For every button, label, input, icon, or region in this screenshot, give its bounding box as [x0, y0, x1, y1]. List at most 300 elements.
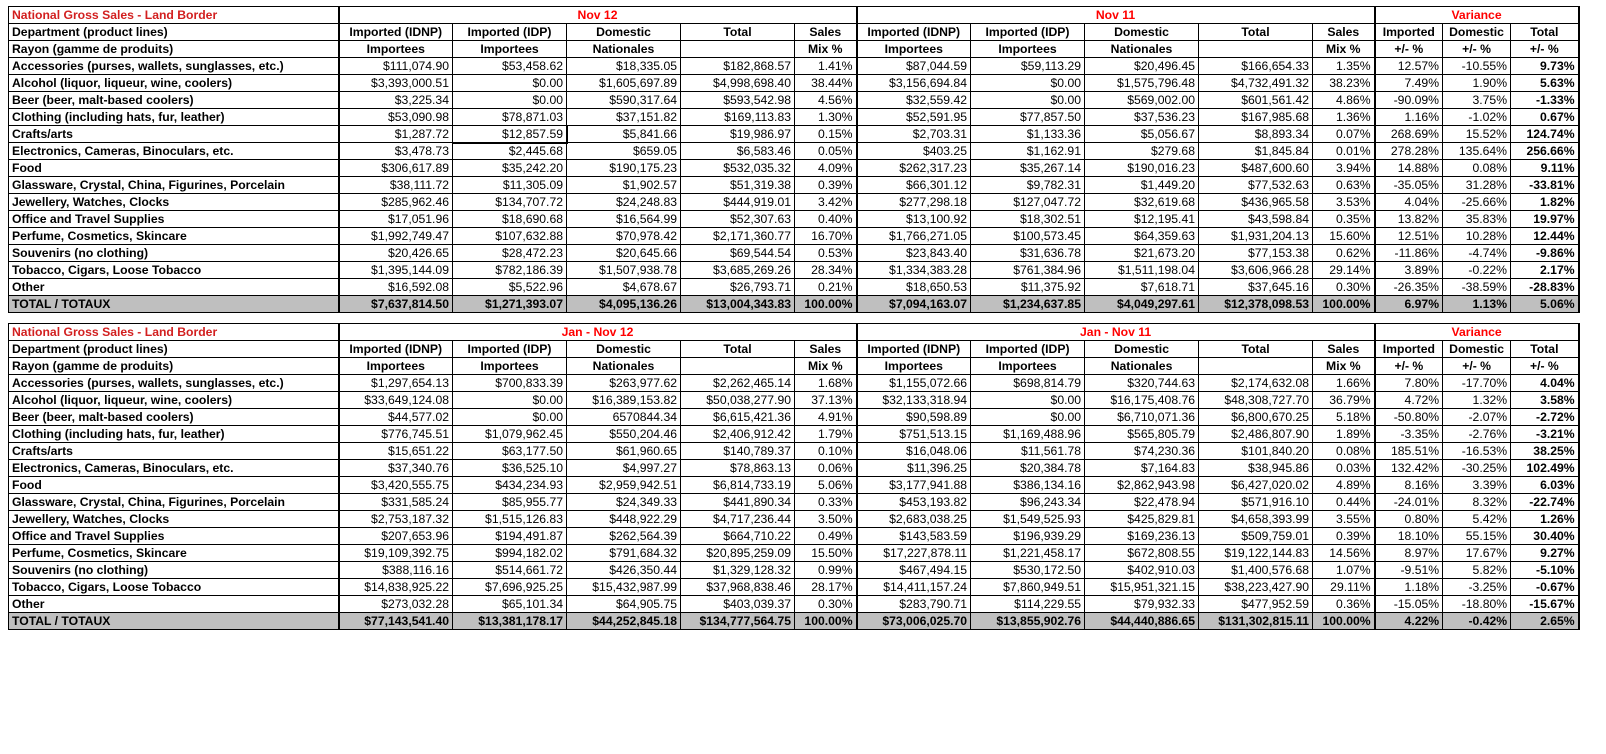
- total-prior-domestic: $44,440,886.65: [1085, 613, 1199, 630]
- row-current-domestic: $5,841.66: [567, 126, 681, 143]
- header-var-domestic-2: +/- %: [1443, 358, 1511, 375]
- row-prior-idp: $1,169,488.96: [971, 426, 1085, 443]
- table-row: [9, 279, 1579, 296]
- header-prior-total-fr: [1199, 358, 1313, 375]
- row-current-idp: $2,445.68: [453, 143, 567, 160]
- header-prior-domestic-fr: Nationales: [1085, 358, 1199, 375]
- row-prior-total: $1,931,204.13: [1199, 228, 1313, 245]
- row-current-mix: 3.50%: [795, 511, 857, 528]
- row-prior-idp: $7,860,949.51: [971, 579, 1085, 596]
- header-var-total-2: +/- %: [1511, 358, 1579, 375]
- row-current-total: $6,583.46: [681, 143, 795, 160]
- row-prior-mix: 4.89%: [1313, 477, 1375, 494]
- row-prior-mix: 1.07%: [1313, 562, 1375, 579]
- total-current-idnp: $77,143,541.40: [339, 613, 453, 630]
- row-prior-total: $509,759.01: [1199, 528, 1313, 545]
- row-department: Alcohol (liquor, liqueur, wine, coolers): [9, 392, 339, 409]
- total-prior-mix: 100.00%: [1313, 613, 1375, 630]
- row-current-idp: $994,182.02: [453, 545, 567, 562]
- row-prior-idnp: $467,494.15: [857, 562, 971, 579]
- row-current-idnp: $38,111.72: [339, 177, 453, 194]
- row-prior-domestic: $21,673.20: [1085, 245, 1199, 262]
- table-row: [9, 460, 1579, 477]
- total-current-domestic: $44,252,845.18: [567, 613, 681, 630]
- row-current-idnp: $273,032.28: [339, 596, 453, 613]
- row-prior-idnp: $3,156,694.84: [857, 75, 971, 92]
- total-prior-total: $12,378,098.53: [1199, 296, 1313, 313]
- header-prior-mix-2: Mix %: [1313, 41, 1375, 58]
- row-prior-domestic: $7,618.71: [1085, 279, 1199, 296]
- row-department: Electronics, Cameras, Binoculars, etc.: [9, 143, 339, 160]
- row-current-total: $182,868.57: [681, 58, 795, 75]
- row-var-total: -5.10%: [1511, 562, 1579, 579]
- header-current-idp-fr: Importees: [453, 358, 567, 375]
- row-var-imported: 12.51%: [1375, 228, 1443, 245]
- row-current-domestic: $61,960.65: [567, 443, 681, 460]
- header-prior-idnp-fr: Importees: [857, 358, 971, 375]
- row-prior-idp: $1,549,525.93: [971, 511, 1085, 528]
- row-var-domestic: 135.64%: [1443, 143, 1511, 160]
- row-prior-idnp: $403.25: [857, 143, 971, 160]
- row-department: Crafts/arts: [9, 443, 339, 460]
- row-var-domestic: -25.66%: [1443, 194, 1511, 211]
- row-current-idp: $0.00: [453, 392, 567, 409]
- header-row-1: [9, 24, 1579, 41]
- row-var-imported: 14.88%: [1375, 160, 1443, 177]
- row-current-domestic: $64,905.75: [567, 596, 681, 613]
- row-current-domestic: $4,678.67: [567, 279, 681, 296]
- row-department: Tobacco, Cigars, Loose Tobacco: [9, 262, 339, 279]
- table-row: [9, 75, 1579, 92]
- table-row: [9, 245, 1579, 262]
- row-current-total: $441,890.34: [681, 494, 795, 511]
- table-row: [9, 494, 1579, 511]
- row-var-domestic: 3.39%: [1443, 477, 1511, 494]
- row-prior-domestic: $6,710,071.36: [1085, 409, 1199, 426]
- header-var-imported: Imported: [1375, 24, 1443, 41]
- row-var-imported: 4.04%: [1375, 194, 1443, 211]
- row-var-domestic: 31.28%: [1443, 177, 1511, 194]
- row-var-imported: 12.57%: [1375, 58, 1443, 75]
- row-current-domestic: $18,335.05: [567, 58, 681, 75]
- header-prior-domestic: Domestic: [1085, 24, 1199, 41]
- total-prior-idnp: $73,006,025.70: [857, 613, 971, 630]
- row-prior-idnp: $18,650.53: [857, 279, 971, 296]
- row-current-mix: 3.42%: [795, 194, 857, 211]
- row-prior-idp: $698,814.79: [971, 375, 1085, 392]
- total-var-total: 5.06%: [1511, 296, 1579, 313]
- row-current-domestic: $262,564.39: [567, 528, 681, 545]
- row-prior-domestic: $37,536.23: [1085, 109, 1199, 126]
- row-current-idp: $700,833.39: [453, 375, 567, 392]
- row-current-idp: $65,101.34: [453, 596, 567, 613]
- row-prior-domestic: $1,449.20: [1085, 177, 1199, 194]
- report-title: National Gross Sales - Land Border: [9, 7, 339, 24]
- row-current-idnp: $388,116.16: [339, 562, 453, 579]
- row-var-total: -2.72%: [1511, 409, 1579, 426]
- row-prior-mix: 3.55%: [1313, 511, 1375, 528]
- row-prior-mix: 1.36%: [1313, 109, 1375, 126]
- header-prior-idp: Imported (IDP): [971, 341, 1085, 358]
- row-prior-mix: 3.53%: [1313, 194, 1375, 211]
- row-current-domestic: $1,507,938.78: [567, 262, 681, 279]
- header-var-imported: Imported: [1375, 341, 1443, 358]
- row-prior-idnp: $751,513.15: [857, 426, 971, 443]
- row-prior-domestic: $1,511,198.04: [1085, 262, 1199, 279]
- row-var-imported: -90.09%: [1375, 92, 1443, 109]
- row-var-total: 9.11%: [1511, 160, 1579, 177]
- row-var-imported: 13.82%: [1375, 211, 1443, 228]
- row-prior-idnp: $32,559.42: [857, 92, 971, 109]
- row-prior-domestic: $20,496.45: [1085, 58, 1199, 75]
- header-current-mix-2: Mix %: [795, 41, 857, 58]
- row-prior-idnp: $143,583.59: [857, 528, 971, 545]
- row-current-total: $532,035.32: [681, 160, 795, 177]
- row-var-total: -3.21%: [1511, 426, 1579, 443]
- header-var-domestic: Domestic: [1443, 24, 1511, 41]
- total-row: [9, 613, 1579, 630]
- row-current-total: $6,615,421.36: [681, 409, 795, 426]
- row-department: Office and Travel Supplies: [9, 211, 339, 228]
- row-current-total: $69,544.54: [681, 245, 795, 262]
- row-prior-idnp: $1,155,072.66: [857, 375, 971, 392]
- row-current-total: $6,814,733.19: [681, 477, 795, 494]
- row-var-total: -22.74%: [1511, 494, 1579, 511]
- row-prior-idp: $1,133.36: [971, 126, 1085, 143]
- row-prior-mix: 0.62%: [1313, 245, 1375, 262]
- row-prior-domestic: $12,195.41: [1085, 211, 1199, 228]
- row-var-total: 38.25%: [1511, 443, 1579, 460]
- total-var-total: 2.65%: [1511, 613, 1579, 630]
- row-prior-idnp: $52,591.95: [857, 109, 971, 126]
- row-current-total: $4,998,698.40: [681, 75, 795, 92]
- row-current-idnp: $20,426.65: [339, 245, 453, 262]
- row-current-idp: $0.00: [453, 409, 567, 426]
- header-current-total: Total: [681, 24, 795, 41]
- row-department: Alcohol (liquor, liqueur, wine, coolers): [9, 75, 339, 92]
- row-prior-total: $6,800,670.25: [1199, 409, 1313, 426]
- row-current-total: $2,406,912.42: [681, 426, 795, 443]
- total-row: [9, 296, 1579, 313]
- row-current-idnp: $16,592.08: [339, 279, 453, 296]
- row-var-total: -28.83%: [1511, 279, 1579, 296]
- table-row: [9, 194, 1579, 211]
- row-var-total: 30.40%: [1511, 528, 1579, 545]
- row-prior-total: $166,654.33: [1199, 58, 1313, 75]
- header-row-2: [9, 358, 1579, 375]
- row-current-idp: $134,707.72: [453, 194, 567, 211]
- row-prior-idp: $20,384.78: [971, 460, 1085, 477]
- table-row: [9, 262, 1579, 279]
- row-prior-mix: 0.36%: [1313, 596, 1375, 613]
- header-row-2: [9, 41, 1579, 58]
- header-current-total-fr: [681, 358, 795, 375]
- row-prior-domestic: $402,910.03: [1085, 562, 1199, 579]
- row-prior-mix: 0.08%: [1313, 443, 1375, 460]
- header-current-mix-2: Mix %: [795, 358, 857, 375]
- row-prior-idp: $11,375.92: [971, 279, 1085, 296]
- header-current-idnp-fr: Importees: [339, 41, 453, 58]
- total-current-idp: $13,381,178.17: [453, 613, 567, 630]
- row-prior-idnp: $66,301.12: [857, 177, 971, 194]
- row-prior-idp: $1,162.91: [971, 143, 1085, 160]
- row-department: Other: [9, 279, 339, 296]
- row-var-total: 0.67%: [1511, 109, 1579, 126]
- header-prior-idp-fr: Importees: [971, 41, 1085, 58]
- row-current-mix: 4.91%: [795, 409, 857, 426]
- row-department: Food: [9, 477, 339, 494]
- header-var-imported-2: +/- %: [1375, 358, 1443, 375]
- row-department: Office and Travel Supplies: [9, 528, 339, 545]
- row-prior-mix: 1.35%: [1313, 58, 1375, 75]
- header-current-idp-fr: Importees: [453, 41, 567, 58]
- row-current-total: $403,039.37: [681, 596, 795, 613]
- row-var-domestic: 35.83%: [1443, 211, 1511, 228]
- row-var-domestic: -18.80%: [1443, 596, 1511, 613]
- header-current-idnp-fr: Importees: [339, 358, 453, 375]
- row-var-imported: 132.42%: [1375, 460, 1443, 477]
- table-row: [9, 92, 1579, 109]
- total-prior-idp: $1,234,637.85: [971, 296, 1085, 313]
- row-prior-total: $487,600.60: [1199, 160, 1313, 177]
- row-current-mix: 1.79%: [795, 426, 857, 443]
- row-prior-total: $571,916.10: [1199, 494, 1313, 511]
- table-row: [9, 143, 1579, 160]
- row-department: Tobacco, Cigars, Loose Tobacco: [9, 579, 339, 596]
- table-row: [9, 443, 1579, 460]
- total-label: TOTAL / TOTAUX: [9, 296, 339, 313]
- row-var-total: 9.27%: [1511, 545, 1579, 562]
- row-prior-total: $477,952.59: [1199, 596, 1313, 613]
- row-var-domestic: -4.74%: [1443, 245, 1511, 262]
- row-current-idp: $194,491.87: [453, 528, 567, 545]
- variance-label: Variance: [1375, 324, 1579, 341]
- row-var-total: -15.67%: [1511, 596, 1579, 613]
- row-prior-mix: 29.11%: [1313, 579, 1375, 596]
- header-department: Department (product lines): [9, 24, 339, 41]
- row-var-imported: 8.16%: [1375, 477, 1443, 494]
- title-row: [9, 324, 1579, 341]
- total-current-mix: 100.00%: [795, 296, 857, 313]
- row-current-total: $2,171,360.77: [681, 228, 795, 245]
- row-var-domestic: 10.28%: [1443, 228, 1511, 245]
- row-var-total: 5.63%: [1511, 75, 1579, 92]
- header-department: Department (product lines): [9, 341, 339, 358]
- header-prior-domestic: Domestic: [1085, 341, 1199, 358]
- row-prior-idnp: $2,703.31: [857, 126, 971, 143]
- row-current-mix: 0.21%: [795, 279, 857, 296]
- table-row: [9, 409, 1579, 426]
- row-prior-idp: $96,243.34: [971, 494, 1085, 511]
- row-prior-idp: $0.00: [971, 75, 1085, 92]
- row-current-total: $37,968,838.46: [681, 579, 795, 596]
- row-var-domestic: -1.02%: [1443, 109, 1511, 126]
- row-prior-total: $4,658,393.99: [1199, 511, 1313, 528]
- row-prior-domestic: $190,016.23: [1085, 160, 1199, 177]
- row-var-imported: -35.05%: [1375, 177, 1443, 194]
- row-var-total: 12.44%: [1511, 228, 1579, 245]
- row-current-mix: 28.17%: [795, 579, 857, 596]
- row-department: Glassware, Crystal, China, Figurines, Porcelain: [9, 177, 339, 194]
- row-current-total: $140,789.37: [681, 443, 795, 460]
- row-prior-idnp: $3,177,941.88: [857, 477, 971, 494]
- row-current-domestic: $15,432,987.99: [567, 579, 681, 596]
- row-prior-total: $38,945.86: [1199, 460, 1313, 477]
- row-prior-total: $436,965.58: [1199, 194, 1313, 211]
- title-row: [9, 7, 1579, 24]
- header-current-idnp: Imported (IDNP): [339, 341, 453, 358]
- row-current-mix: 1.41%: [795, 58, 857, 75]
- row-current-total: $19,986.97: [681, 126, 795, 143]
- row-prior-mix: 4.86%: [1313, 92, 1375, 109]
- row-var-imported: 268.69%: [1375, 126, 1443, 143]
- row-department: Food: [9, 160, 339, 177]
- row-prior-idp: $386,134.16: [971, 477, 1085, 494]
- row-department: Jewellery, Watches, Clocks: [9, 194, 339, 211]
- header-var-total: Total: [1511, 341, 1579, 358]
- row-var-total: 3.58%: [1511, 392, 1579, 409]
- row-prior-domestic: $425,829.81: [1085, 511, 1199, 528]
- row-current-mix: 4.09%: [795, 160, 857, 177]
- row-prior-total: $77,153.38: [1199, 245, 1313, 262]
- row-prior-domestic: $22,478.94: [1085, 494, 1199, 511]
- table-row: [9, 109, 1579, 126]
- row-var-domestic: 3.75%: [1443, 92, 1511, 109]
- row-prior-idnp: $32,133,318.94: [857, 392, 971, 409]
- row-prior-total: $167,985.68: [1199, 109, 1313, 126]
- header-prior-total: Total: [1199, 24, 1313, 41]
- row-current-total: $169,113.83: [681, 109, 795, 126]
- row-current-total: $1,329,128.32: [681, 562, 795, 579]
- row-current-mix: 37.13%: [795, 392, 857, 409]
- header-prior-domestic-fr: Nationales: [1085, 41, 1199, 58]
- total-var-imported: 6.97%: [1375, 296, 1443, 313]
- header-current-mix: Sales: [795, 341, 857, 358]
- row-prior-idnp: $14,411,157.24: [857, 579, 971, 596]
- row-current-idnp: $19,109,392.75: [339, 545, 453, 562]
- period-prior-label: Nov 11: [857, 7, 1375, 24]
- row-current-domestic: $24,349.33: [567, 494, 681, 511]
- row-var-domestic: -30.25%: [1443, 460, 1511, 477]
- row-prior-total: $43,598.84: [1199, 211, 1313, 228]
- row-current-mix: 0.99%: [795, 562, 857, 579]
- header-current-total: Total: [681, 341, 795, 358]
- row-var-imported: 1.18%: [1375, 579, 1443, 596]
- row-prior-idp: $530,172.50: [971, 562, 1085, 579]
- row-department: Souvenirs (no clothing): [9, 245, 339, 262]
- row-department: Electronics, Cameras, Binoculars, etc.: [9, 460, 339, 477]
- row-var-imported: -26.35%: [1375, 279, 1443, 296]
- header-var-domestic-2: +/- %: [1443, 41, 1511, 58]
- row-current-idnp: $111,074.90: [339, 58, 453, 75]
- row-current-domestic: $190,175.23: [567, 160, 681, 177]
- row-var-imported: -11.86%: [1375, 245, 1443, 262]
- row-current-idnp: $1,992,749.47: [339, 228, 453, 245]
- row-prior-total: $37,645.16: [1199, 279, 1313, 296]
- row-prior-idp: $0.00: [971, 92, 1085, 109]
- row-prior-idp: $0.00: [971, 392, 1085, 409]
- row-current-total: $52,307.63: [681, 211, 795, 228]
- row-prior-mix: 0.44%: [1313, 494, 1375, 511]
- header-row-1: [9, 341, 1579, 358]
- sales-table-2: [8, 323, 1580, 630]
- row-var-total: 9.73%: [1511, 58, 1579, 75]
- total-prior-total: $131,302,815.11: [1199, 613, 1313, 630]
- row-current-mix: 16.70%: [795, 228, 857, 245]
- row-current-idnp: $53,090.98: [339, 109, 453, 126]
- row-var-imported: 4.72%: [1375, 392, 1443, 409]
- header-current-domestic-fr: Nationales: [567, 358, 681, 375]
- row-current-mix: 0.53%: [795, 245, 857, 262]
- row-prior-mix: 0.30%: [1313, 279, 1375, 296]
- row-prior-domestic: $64,359.63: [1085, 228, 1199, 245]
- row-current-mix: 1.68%: [795, 375, 857, 392]
- row-prior-idp: $0.00: [971, 409, 1085, 426]
- row-current-domestic: $659.05: [567, 143, 681, 160]
- row-prior-total: $3,606,966.28: [1199, 262, 1313, 279]
- report-title: National Gross Sales - Land Border: [9, 324, 339, 341]
- row-current-idnp: $37,340.76: [339, 460, 453, 477]
- row-prior-idp: $127,047.72: [971, 194, 1085, 211]
- header-prior-total-fr: [1199, 41, 1313, 58]
- row-current-mix: 28.34%: [795, 262, 857, 279]
- row-current-mix: 38.44%: [795, 75, 857, 92]
- row-prior-mix: 3.94%: [1313, 160, 1375, 177]
- row-prior-total: $101,840.20: [1199, 443, 1313, 460]
- row-department: Accessories (purses, wallets, sunglasses, etc.): [9, 375, 339, 392]
- row-prior-domestic: $5,056.67: [1085, 126, 1199, 143]
- row-current-idp: $434,234.93: [453, 477, 567, 494]
- row-current-domestic: $590,317.64: [567, 92, 681, 109]
- table-row: [9, 392, 1579, 409]
- row-prior-mix: 29.14%: [1313, 262, 1375, 279]
- row-current-domestic: $16,389,153.82: [567, 392, 681, 409]
- row-current-domestic: $37,151.82: [567, 109, 681, 126]
- header-current-idp: Imported (IDP): [453, 341, 567, 358]
- row-current-domestic: $550,204.46: [567, 426, 681, 443]
- row-var-imported: -50.80%: [1375, 409, 1443, 426]
- row-current-domestic: $16,564.99: [567, 211, 681, 228]
- table-row: [9, 545, 1579, 562]
- row-var-domestic: -17.70%: [1443, 375, 1511, 392]
- table-row: [9, 160, 1579, 177]
- row-department: Accessories (purses, wallets, sunglasses, etc.): [9, 58, 339, 75]
- row-current-total: $664,710.22: [681, 528, 795, 545]
- row-current-mix: 5.06%: [795, 477, 857, 494]
- header-var-imported-2: +/- %: [1375, 41, 1443, 58]
- row-var-total: 1.26%: [1511, 511, 1579, 528]
- header-current-domestic: Domestic: [567, 24, 681, 41]
- row-prior-idp: $9,782.31: [971, 177, 1085, 194]
- row-current-idnp: $331,585.24: [339, 494, 453, 511]
- row-prior-idnp: $16,048.06: [857, 443, 971, 460]
- row-var-domestic: 5.42%: [1443, 511, 1511, 528]
- row-current-total: $4,717,236.44: [681, 511, 795, 528]
- row-current-mix: 0.40%: [795, 211, 857, 228]
- row-prior-total: $6,427,020.02: [1199, 477, 1313, 494]
- row-var-total: 102.49%: [1511, 460, 1579, 477]
- row-prior-domestic: $7,164.83: [1085, 460, 1199, 477]
- row-prior-total: $4,732,491.32: [1199, 75, 1313, 92]
- row-var-imported: -15.05%: [1375, 596, 1443, 613]
- row-prior-domestic: $279.68: [1085, 143, 1199, 160]
- row-var-imported: 8.97%: [1375, 545, 1443, 562]
- row-prior-idp: $31,636.78: [971, 245, 1085, 262]
- row-prior-idp: $100,573.45: [971, 228, 1085, 245]
- header-current-domestic: Domestic: [567, 341, 681, 358]
- header-prior-mix-2: Mix %: [1313, 358, 1375, 375]
- row-current-idp: $85,955.77: [453, 494, 567, 511]
